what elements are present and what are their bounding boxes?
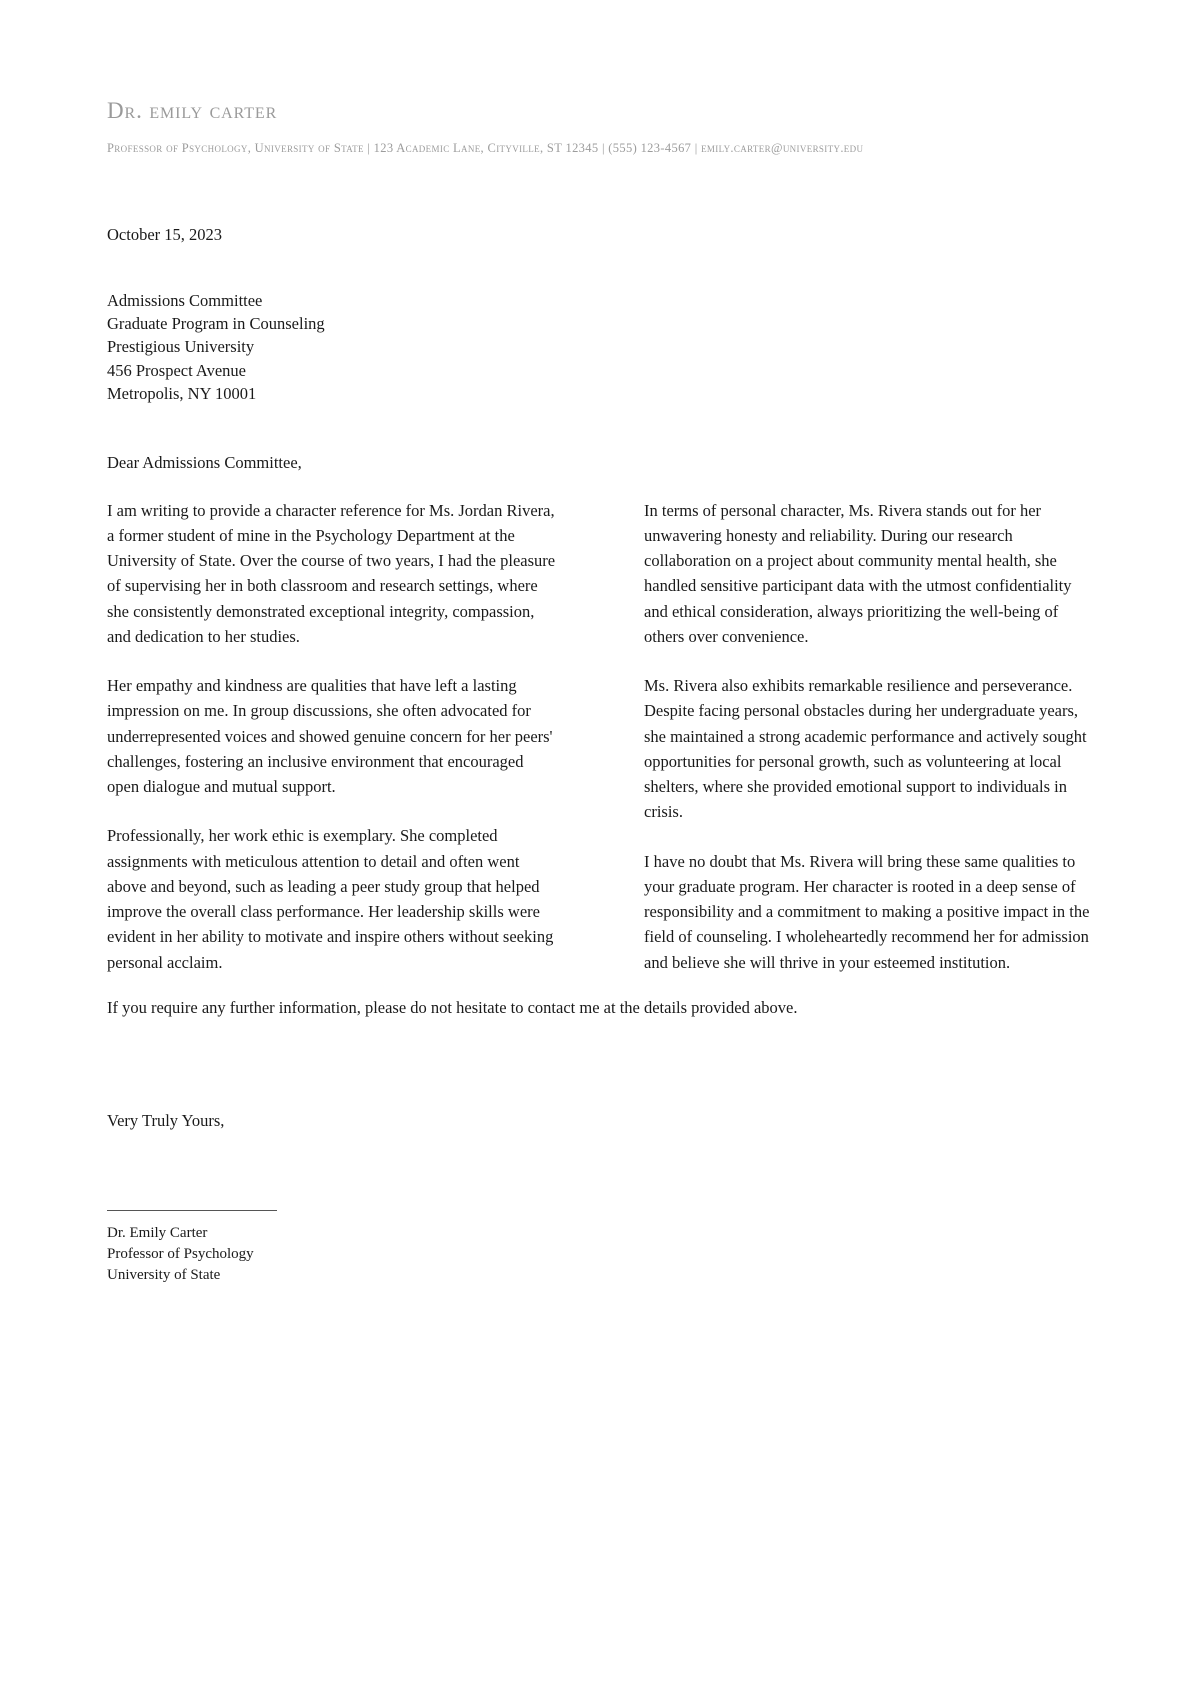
letter-body [107, 498, 1093, 975]
recipient-line: Graduate Program in Counseling [107, 313, 325, 333]
signoff: Very Truly Yours, [107, 1110, 225, 1130]
letterhead-contact-line: Professor of Psychology, University of State | 123 Academic Lane, Cityville, ST 12345 | (555) 123-4567 | emily.carter@university.edu [107, 141, 864, 156]
recipient-line: Admissions Committee [107, 290, 263, 310]
recipient-address-block [107, 289, 1093, 406]
letter-date: October 15, 2023 [107, 225, 223, 245]
body-paragraph: Professionally, her work ethic is exemplary. She completed assignments with meticulous attention to detail and often went above and beyond, such as leading a peer study group that helped improve the overall class performance. Her leadership skills were evident in her ability to motivate and inspire others without seeking personal acclaim. [107, 826, 554, 972]
recipient-line: Metropolis, NY 10001 [107, 384, 257, 404]
closing-note: If you require any further information, please do not hesitate to contact me at the details provided above. [107, 997, 798, 1017]
recipient-line: Prestigious University [107, 337, 255, 357]
signature-line: University of State [107, 1267, 221, 1284]
body-column-left [107, 498, 556, 975]
salutation: Dear Admissions Committee, [107, 452, 302, 472]
letterhead [107, 0, 1093, 156]
body-column-right [644, 498, 1093, 975]
body-paragraph: In terms of personal character, Ms. Rivera stands out for her unwavering honesty and reliability. During our research collaboration on a project about community mental health, she handled sensitive participant data with the utmost confidentiality and ethical consideration, always prioritizing the well-being of others over convenience. [644, 500, 1072, 646]
body-paragraph: I am writing to provide a character reference for Ms. Jordan Rivera, a former student of mine in the Psychology Department at the University of State. Over the course of two years, I had the pleasure of supervising her in both classroom and research settings, where she consistently demonstrated exceptional integrity, compassion, and dedication to her studies. [107, 500, 556, 646]
body-paragraph: Her empathy and kindness are qualities that have left a lasting impression on me. In group discussions, she often advocated for underrepresented voices and showed genuine concern for her peers' challenges, fostering an inclusive environment that encouraged open dialogue and mutual support. [107, 676, 553, 797]
letterhead-name: Dr. emily carter [107, 98, 278, 123]
signature-rule [107, 1210, 277, 1211]
signature-block [107, 1223, 1093, 1287]
signature-line: Professor of Psychology [107, 1245, 254, 1262]
recipient-line: 456 Prospect Avenue [107, 360, 247, 380]
signature-line: Dr. Emily Carter [107, 1224, 208, 1241]
body-paragraph: I have no doubt that Ms. Rivera will bring these same qualities to your graduate program. Her character is rooted in a deep sense of responsibility and a commitment to making a positive impact in the field of counseling. I wholeheartedly recommend her for admission and believe she will thrive in your esteemed institution. [644, 851, 1090, 972]
body-paragraph: Ms. Rivera also exhibits remarkable resilience and perseverance. Despite facing personal obstacles during her undergraduate years, she maintained a strong academic performance and actively sought opportunities for personal growth, such as volunteering at local shelters, where she provided emotional support to individuals in crisis. [644, 676, 1087, 822]
